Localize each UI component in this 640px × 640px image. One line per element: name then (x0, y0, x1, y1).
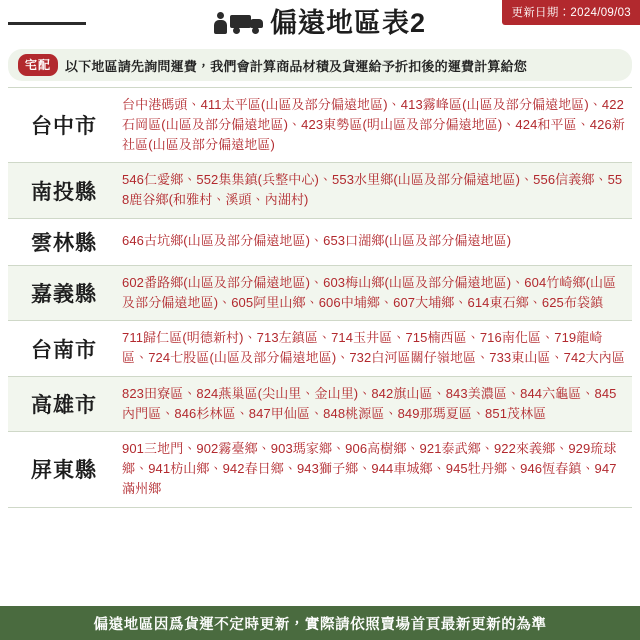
notice-text: 以下地區請先詢問運費，我們會計算商品材積及貨運給予折扣後的運費計算給您 (65, 58, 528, 74)
title-icon-group (214, 12, 264, 34)
area-list: 901三地門、902霧臺鄉、903瑪家鄉、906高樹鄉、921泰武鄉、922來義鄉、929琉球鄉、941枋山鄉、942春日鄉、943獅子鄉、944車城鄉、945牡丹鄉、946恆春鎮、947滿州鄉 (122, 441, 617, 496)
page-title: 偏遠地區表2 (269, 7, 427, 38)
person-icon (214, 12, 227, 34)
notice-bar (8, 49, 632, 81)
region-label: 高雄市 (31, 394, 97, 417)
remote-area-table (8, 87, 632, 508)
region-label: 台南市 (31, 338, 97, 362)
header-rule-left (8, 22, 86, 25)
region-label: 屏東縣 (31, 459, 97, 483)
region-label: 台中市 (31, 115, 97, 139)
table-row (8, 432, 632, 507)
page-header (0, 0, 640, 46)
area-list: 646古坑鄉(山區及部分偏遠地區)、653口湖鄉(山區及部分偏遠地區) (122, 233, 512, 249)
truck-icon (230, 13, 264, 34)
area-list: 711歸仁區(明德新村)、713左鎮區、714玉井區、715楠西區、716南化區、719龍崎區、724七股區(山區及部分偏遠地區)、732白河區關仔嶺地區、733東山區、742大內區 (122, 330, 625, 365)
area-list: 546仁愛鄉、552集集鎮(兵整中心)、553水里鄉(山區及部分偏遠地區)、556信義鄉、558鹿谷鄉(和雅村、溪頭、內湖村) (122, 172, 623, 207)
region-label: 雲林縣 (31, 231, 97, 255)
area-list: 台中港碼頭、411太平區(山區及部分偏遠地區)、413霧峰區(山區及部分偏遠地區)、422石岡區(山區及部分偏遠地區)、423東勢區(明山區及部分偏遠地區)、424和平區、426新社區(山區及部分偏遠地區) (122, 97, 625, 152)
table-row (8, 377, 632, 433)
region-label: 南投縣 (31, 180, 97, 204)
title-block (200, 7, 440, 38)
table-row (8, 321, 632, 377)
table-row (8, 163, 632, 219)
update-date-badge: 更新日期：2024/09/03 (502, 0, 640, 25)
region-label: 嘉義縣 (31, 283, 97, 306)
table-row (8, 88, 632, 163)
area-list: 602番路鄉(山區及部分偏遠地區)、603梅山鄉(山區及部分偏遠地區)、604竹崎鄉(山區及部分偏遠地區)、605阿里山鄉、606中埔鄉、607大埔鄉、614東石鄉、625布袋鎮 (122, 274, 617, 310)
footer-note: 偏遠地區因爲貨運不定時更新，實際請依照賣場首頁最新更新的為準 (0, 606, 640, 640)
delivery-type-chip: 宅配 (18, 54, 58, 76)
table-row (8, 219, 632, 266)
table-row (8, 266, 632, 322)
area-list: 823田寮區、824燕巢區(尖山里、金山里)、842旗山區、843美濃區、844六龜區、845內門區、846杉林區、847甲仙區、848桃源區、849那瑪夏區、851茂林區 (122, 385, 617, 421)
